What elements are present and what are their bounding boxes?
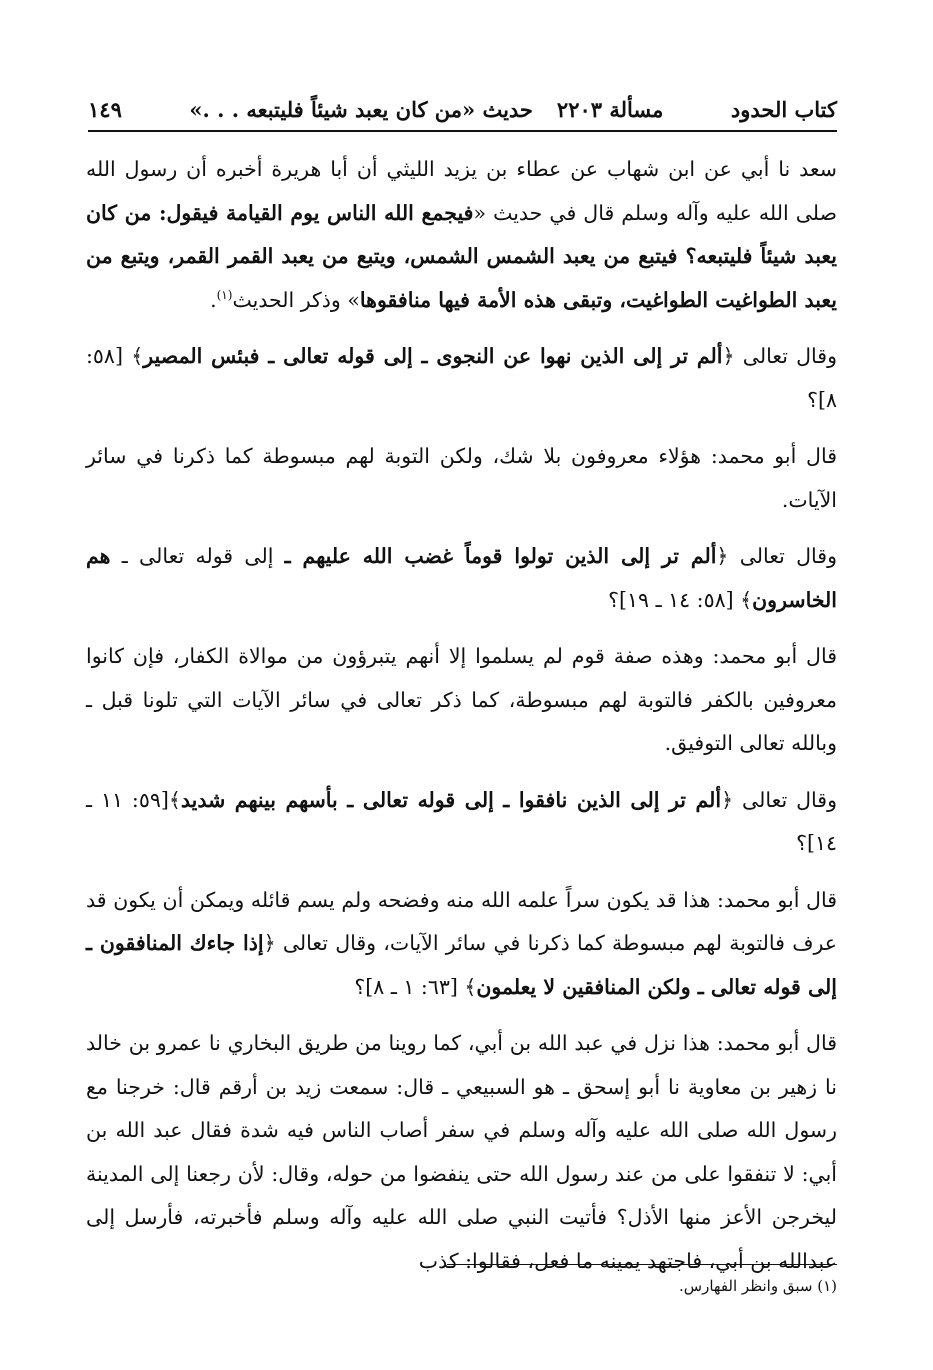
text-run: إلى قوله تعالى ـ bbox=[110, 544, 285, 568]
header-rule bbox=[88, 130, 837, 132]
text-run: وقال تعالى ﴿ bbox=[716, 544, 837, 568]
text-run: ﴾ [٥٨: ١٤ ـ ١٩]؟ bbox=[608, 587, 753, 612]
text-run: ﴾ [٦٣: ١ ـ ٨]؟ bbox=[354, 974, 477, 999]
text-run: قال أبو محمد: وهذه صفة قوم لم يسلموا إلا أنهم يتبرؤون من موالاة الكفار، فإن كانوا معروفين بالكفر فالتوبة لهم مبسوطة، كما ذكر تعالى في سائر الآيات التي تلونا قبل ـ وبالله تعالى التوفيق. bbox=[86, 644, 837, 755]
text-run: قال أبو محمد: هذا قد يكون سراً علمه الله منه وفضحه ولم يسم قائله ويمكن أن يكون قد عرف فالتوبة لهم مبسوطة كما ذكرنا في سائر الآيات، وقال تعالى ﴿ bbox=[86, 887, 837, 955]
paragraph bbox=[86, 879, 837, 1010]
text-run: ﴾[٥٩: ١١ ـ ١٤]؟ bbox=[86, 787, 837, 855]
chapter-title: كتاب الحدود bbox=[730, 96, 837, 122]
paragraph bbox=[86, 635, 837, 766]
quoted-text: فيجمع الله الناس يوم القيامة فيقول: من كان يعبد شيئاً فليتبعه؟ فيتبع من يعبد الشمس الشمس، ويتبع من يعبد القمر القمر، ويتبع من يعبد الطواغيت الطواغيت، وتبقى هذه الأمة فيها منافقوها bbox=[86, 200, 837, 312]
paragraph bbox=[86, 1022, 837, 1283]
paragraph bbox=[86, 335, 837, 422]
hadith-title: حديث «من كان يعبد شيئاً فليتبعه . . .» bbox=[189, 96, 533, 122]
quoted-text: هم الخاسرون bbox=[86, 544, 837, 612]
main-text bbox=[86, 148, 837, 1296]
text-run: . bbox=[210, 287, 217, 312]
text-run: قال أبو محمد: هؤلاء معروفون بلا شك، ولكن التوبة لهم مبسوطة كما ذكرنا في سائر الآيات. bbox=[86, 444, 837, 512]
quoted-text: ألم تر إلى الذين نهوا عن النجوى ـ إلى قوله تعالى ـ فبئس المصير bbox=[143, 344, 723, 368]
quoted-text: ألم تر إلى الذين تولوا قوماً غضب الله عليهم ـ bbox=[284, 544, 717, 568]
quoted-text: إذا جاءك المنافقون ـ إلى قوله تعالى ـ ولكن المنافقين لا يعلمون bbox=[86, 931, 837, 999]
footnote-marker: (١) bbox=[216, 287, 233, 302]
paragraph bbox=[86, 779, 837, 866]
paragraph bbox=[86, 535, 837, 622]
paragraph bbox=[86, 148, 837, 322]
text-run: وقال تعالى ﴿ bbox=[721, 787, 837, 812]
text-run: قال أبو محمد: هذا نزل في عبد الله بن أبي، كما روينا من طريق البخاري نا عمرو بن خالد نا زهير بن معاوية نا أبو إسحق ـ هو السبيعي ـ قال: سمعت زيد بن أرقم قال: خرجنا مع رسول الله صلى الله عليه وآله وسلم في سفر أصاب الناس فيه شدة فقال عبد الله بن أبي: لا تنفقوا على من عند رسول الله حتى ينفضوا من حوله، وقال: لأن رجعنا إلى المدينة ليخرجن الأعز منها الأذل؟ فأتيت النبي صلى الله عليه وآله وسلم فأخبرته، فأرسل إلى عبدالله بن أبي، فاجتهد يمينه ما فعل، فقالوا: كذب bbox=[86, 1031, 837, 1273]
footnote-rule bbox=[447, 1264, 837, 1265]
issue-number: مسألة ٢٢٠٣ bbox=[556, 96, 664, 122]
page-number: ١٤٩ bbox=[88, 96, 122, 122]
text-run: وقال تعالى ﴿ bbox=[722, 344, 837, 368]
text-run: ﴾ [٥٨: ٨]؟ bbox=[86, 344, 837, 412]
footnote: (١) سبق وانظر الفهارس. bbox=[679, 1277, 837, 1295]
header-center bbox=[189, 97, 663, 122]
paragraph bbox=[86, 435, 837, 522]
text-run: » وذكر الحديث bbox=[232, 287, 360, 312]
running-header bbox=[88, 92, 837, 126]
text-run: سعد نا أبي عن ابن شهاب عن عطاء بن يزيد الليثي أن أبا هريرة أخبره أن رسول الله صلى الله عليه وآله وسلم قال في حديث « bbox=[86, 157, 837, 225]
quoted-text: ألم تر إلى الذين نافقوا ـ إلى قوله تعالى ـ بأسهم بينهم شديد bbox=[180, 787, 722, 812]
